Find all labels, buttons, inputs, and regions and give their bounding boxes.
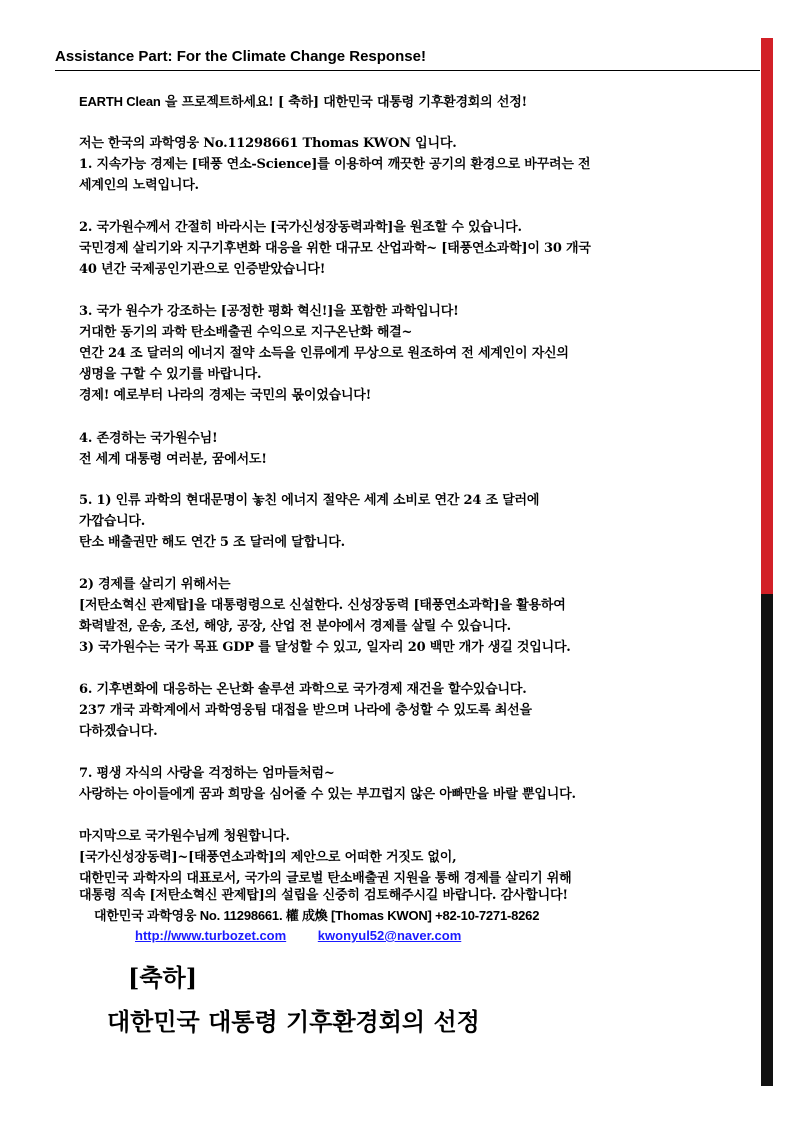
paragraph-3-line: 거대한 동기의 과학 탄소배출권 수익으로 지구온난화 해결~ [79,325,413,340]
contact-links [135,928,461,943]
header-rule [55,70,760,71]
website-link[interactable]: http://www.turbozet.com [135,928,287,943]
header-label: Assistance Part: [55,48,173,65]
signature: 대한민국 과학영웅 No. 11298661. 權 成煥 [Thomas KWON] +82-10-7271-8262 [94,908,540,923]
intro-line-1 [79,94,527,111]
footer-title-2: 대한민국 대통령 기후환경회의 선정 [107,1007,480,1036]
closing-line: 대통령 직속 [저탄소혁신 관제탑]의 설립을 신중히 검토해주시길 바랍니다. 감사합니다! [79,888,568,903]
paragraph-2-line: 40 년간 국제공인기관으로 인증받았습니다! [79,262,326,277]
paragraph-7-line: 사랑하는 아이들에게 꿈과 희망을 심어줄 수 있는 부끄럽지 않은 아빠만을 바랄 뿐입니다. [79,787,576,802]
side-bar-black [761,594,773,1086]
closing-line: [국가신성장동력]~[태풍연소과학]의 제안으로 어떠한 거짓도 없이, [79,850,457,865]
footer-title-1: [축하] [128,963,198,992]
closing-line: 대한민국 과학자의 대표로서, 국가의 글로벌 탄소배출권 지원을 통해 경제를 살리기 위해 [79,871,572,886]
paragraph-5-line: 탄소 배출권만 해도 연간 5 조 달러에 달합니다. [79,535,345,550]
paragraph-3-line: 생명을 구할 수 있기를 바랍니다. [79,367,262,382]
paragraph-7-line: 7. 평생 자식의 사랑을 걱정하는 엄마들처럼~ [79,766,335,781]
page-header [55,48,426,65]
intro-line-3: 1. 지속가능 경제는 [태풍 연소-Science]를 이용하여 깨끗한 공기의 환경으로 바꾸려는 전 [79,157,591,172]
paragraph-2-line: 국민경제 살리기와 지구기후변화 대응을 위한 대규모 산업과학~ [태풍연소과학]이 30 개국 [79,241,591,256]
paragraph-5b-line: 3) 국가원수는 국가 목표 GDP 를 달성할 수 있고, 일자리 20 백만 개가 생길 것입니다. [79,640,571,655]
side-bar-red [761,38,773,594]
paragraph-3-line: 3. 국가 원수가 강조하는 [공정한 평화 혁신!]을 포함한 과학입니다! [79,304,459,319]
paragraph-3-line: 경제! 예로부터 나라의 경제는 국민의 몫이었습니다! [79,388,372,403]
header-title: For the Climate Change Response! [176,48,426,65]
paragraph-3-line: 연간 24 조 달러의 에너지 절약 소득을 인류에게 무상으로 원조하여 전 세계인이 자신의 [79,346,569,361]
paragraph-5b-line: 화력발전, 운송, 조선, 해양, 공장, 산업 전 분야에서 경제를 살릴 수 있습니다. [79,619,511,634]
closing-line: 마지막으로 국가원수님께 청원합니다. [79,829,290,844]
intro-lead: EARTH Clean [79,94,161,109]
paragraph-6-line: 다하겠습니다. [79,724,158,739]
email-link[interactable]: kwonyul52@naver.com [317,928,462,943]
paragraph-5b-line: [저탄소혁신 관제탑]을 대통령령으로 신설한다. 신성장동력 [태풍연소과학]을 활용하여 [79,598,566,613]
paragraph-6-line: 6. 기후변화에 대응하는 온난화 솔루션 과학으로 국가경제 재건을 할수있습니다. [79,682,527,697]
paragraph-6-line: 237 개국 과학계에서 과학영웅팀 대접을 받으며 나라에 충성할 수 있도록 최선을 [79,703,532,718]
paragraph-5-line: 가깝습니다. [79,514,146,529]
intro-line-4: 세계인의 노력입니다. [79,178,199,193]
paragraph-5-line: 5. 1) 인류 과학의 현대문명이 놓친 에너지 절약은 세계 소비로 연간 24 조 달러에 [79,493,540,508]
paragraph-5b-line: 2) 경제를 살리기 위해서는 [79,577,231,592]
intro-rest: 을 프로젝트하세요! [ 축하] 대한민국 대통령 기후환경회의 선정! [160,95,528,110]
intro-line-2: 저는 한국의 과학영웅 No.11298661 Thomas KWON 입니다. [79,136,457,151]
paragraph-2-line: 2. 국가원수께서 간절히 바라시는 [국가신성장동력과학]을 원조할 수 있습니다. [79,220,522,235]
paragraph-4-line: 전 세계 대통령 여러분, 꿈에서도! [79,452,267,467]
paragraph-4-line: 4. 존경하는 국가원수님! [79,431,218,446]
